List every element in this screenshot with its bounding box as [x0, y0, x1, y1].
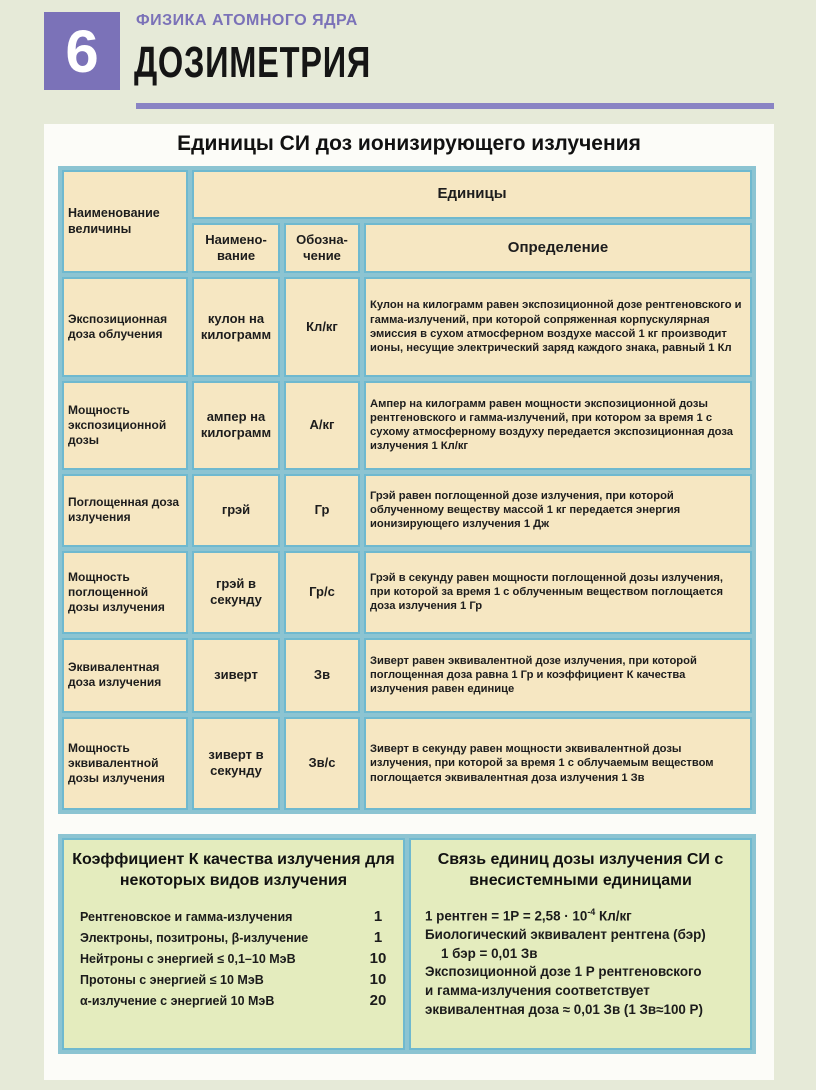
row-quantity: Мощность поглощенной дозы излучения	[62, 551, 188, 634]
coefficient-label: Нейтроны с энергией ≤ 0,1–10 МэВ	[80, 951, 296, 966]
coefficient-value: 1	[373, 907, 383, 925]
row-quantity: Экспозиционная доза облучения	[62, 277, 188, 376]
row-unit-symbol: Гр	[284, 474, 360, 547]
coefficient-label: Электроны, позитроны, β-излучение	[80, 930, 309, 945]
row-quantity: Мощность экспозиционной дозы	[62, 381, 188, 470]
row-unit-name: ампер на килограмм	[192, 381, 280, 470]
coefficient-item	[72, 948, 395, 969]
roentgen-relation	[425, 906, 742, 926]
coefficient-value: 10	[369, 949, 387, 967]
header-unit-symbol: Обозна-чение	[284, 223, 360, 274]
bottom-panels	[58, 834, 756, 1054]
row-definition: Ампер на килограмм равен мощности экспозиционной дозы рентгеновского и гамма-излучений, при котором за время 1 с сухому атмосферному воздуху передается экспозиционная доза излучения 1 Кл/кг	[364, 381, 752, 470]
row-quantity: Поглощенная доза излучения	[62, 474, 188, 547]
row-quantity: Эквивалентная доза излучения	[62, 638, 188, 713]
coefficient-list	[72, 906, 395, 1011]
header-quantity: Наименование величины	[62, 170, 188, 273]
rem-definition: Биологический эквивалент рентгена (бэр)	[425, 926, 706, 942]
table-header-row	[62, 170, 752, 219]
exposure-note-line-2: и гамма-излучения соответствует	[425, 983, 650, 999]
roentgen-main: 1 рентген = 1Р = 2,58 · 10	[425, 908, 588, 924]
coefficient-label: Протоны с энергией ≤ 10 МэВ	[80, 972, 264, 987]
table-title: Единицы СИ доз ионизирующего излучения	[177, 132, 641, 155]
table-row	[62, 277, 752, 376]
coefficient-item	[72, 990, 395, 1011]
row-unit-symbol: Зв/с	[284, 717, 360, 810]
coefficient-item	[72, 906, 395, 927]
exposure-note-line-1: Экспозиционной дозе 1 Р рентгеновского	[425, 964, 702, 980]
table-row	[62, 638, 752, 713]
roentgen-exponent: -4	[587, 906, 596, 917]
table-row	[62, 381, 752, 470]
row-definition: Грэй равен поглощенной дозе излучения, при которой облученному веществу массой 1 кг передается энергия ионизирующего излучения 1 Дж	[364, 474, 752, 547]
table-row	[62, 474, 752, 547]
title-underline	[136, 103, 774, 109]
header-units: Единицы	[192, 170, 752, 219]
table-row	[62, 551, 752, 634]
header-definition: Определение	[364, 223, 752, 274]
row-unit-symbol: А/кг	[284, 381, 360, 470]
row-definition: Зиверт в секунду равен мощности эквивалентной дозы излучения, при которой за время 1 с облучаемым веществом поглощается эквивалентная доза излучения 1 Зв	[364, 717, 752, 810]
rem-relation: 1 бэр = 0,01 Зв	[441, 945, 538, 961]
row-unit-name: зиверт	[192, 638, 280, 713]
coefficient-item	[72, 927, 395, 948]
row-unit-name: грэй	[192, 474, 280, 547]
row-unit-name: грэй в секунду	[192, 551, 280, 634]
coefficient-label: Рентгеновское и гамма-излучения	[80, 909, 293, 924]
si-units-table	[58, 166, 756, 814]
quality-coefficient-title: Коэффициент К качества излучения для некоторых видов излучения	[72, 851, 395, 889]
coefficient-value: 10	[369, 970, 387, 988]
row-definition: Зиверт равен эквивалентной дозе излучения, при которой поглощенная доза равна 1 Гр и коэффициент К качества излучения равен единице	[364, 638, 752, 713]
roentgen-unit: Кл/кг	[595, 908, 632, 924]
row-unit-name: зиверт в секунду	[192, 717, 280, 810]
coefficient-item	[72, 969, 395, 990]
row-quantity: Мощность эквивалентной дозы излучения	[62, 717, 188, 810]
section-subtitle: ФИЗИКА АТОМНОГО ЯДРА	[136, 12, 358, 29]
row-unit-symbol: Кл/кг	[284, 277, 360, 376]
header-unit-name: Наимено-вание	[192, 223, 280, 274]
exposure-note-line-3: эквивалентная доза ≈ 0,01 Зв (1 Зв≈100 Р)	[425, 1001, 703, 1017]
coefficient-value: 1	[373, 928, 383, 946]
row-definition: Грэй в секунду равен мощности поглощенной дозы излучения, при которой за время 1 с облученным веществом поглощается доза излучения 1 Гр	[364, 551, 752, 634]
table-row	[62, 717, 752, 810]
unit-relations-title: Связь единиц дозы излучения СИ с внесистемными единицами	[437, 851, 724, 889]
row-definition: Кулон на килограмм равен экспозиционной дозе рентгеновского и гамма-излучений, при которой сопряженная корпускулярная эмиссия в сухом атмосферном воздухе массой 1 кг производит ионы, несущие электрический заряд каждого знака, равный 1 Кл	[364, 277, 752, 376]
row-unit-symbol: Зв	[284, 638, 360, 713]
coefficient-value: 20	[369, 991, 387, 1009]
coefficient-label: α-излучение с энергией 10 МэВ	[80, 993, 275, 1008]
section-number-badge: 6	[44, 12, 120, 90]
page-title: ДОЗИМЕТРИЯ	[134, 38, 371, 87]
relations-list	[419, 906, 742, 1020]
quality-coefficient-panel	[62, 838, 405, 1050]
row-unit-symbol: Гр/с	[284, 551, 360, 634]
row-unit-name: кулон на килограмм	[192, 277, 280, 376]
unit-relations-panel	[409, 838, 752, 1050]
